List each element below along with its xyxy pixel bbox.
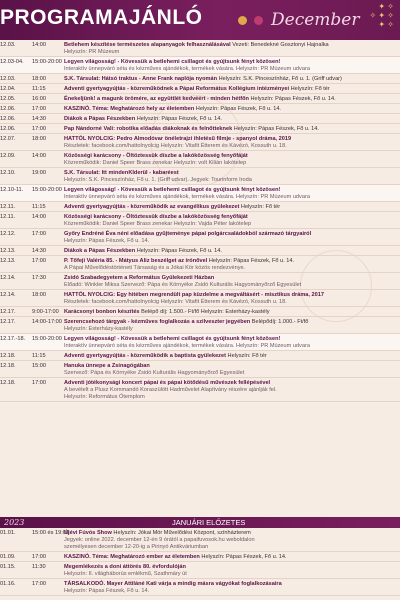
event-date: 12.14. [0,275,16,281]
event-date: 12.17.-18. [0,336,26,342]
event-title: Adventi gyertyagyújtás - közreműködnek a Pápai Református Kollégium intézményei [64,86,290,92]
event-content [64,86,396,93]
event-content [64,153,396,167]
event-extra: Helyszín: Jókai Mór Művelődési Központ, színházterem [111,530,251,536]
event-date: 12.06. [0,116,16,122]
event-date: 12.18. [0,363,16,369]
event-content [64,214,396,228]
event-detail: Helyszín: Református Ótemplom [64,393,145,400]
event-extra: Helyszín: Pápas Fészek, Fő u. 14. [199,554,287,560]
event-time: 15:00 és 19:00 [32,530,70,536]
event-detail: Jegyek: online 2022. december 12-én 9 órától a papaifuvosok.hu weboldalon [64,536,255,543]
event-headline [64,106,396,113]
event-content [64,292,396,306]
event-date: 01.15. [0,564,16,570]
event-row [0,351,400,361]
event-extra: Belépődíj: 1.000.- Ft/fő [250,319,309,325]
event-content [64,309,396,316]
ornament-ball-icon [254,16,263,25]
event-content [64,564,396,578]
event-headline [64,76,396,83]
event-headline [64,309,396,316]
event-headline [64,96,396,103]
event-title: TÁRSALKODÓ. Mayer Attiláné Kati várja a mindig másra vágyókat foglalkozásaira [64,581,282,587]
event-extra: Helyszín: S.K. Pinceszínház, Fő u. 1. (Griff udvar) [217,76,342,82]
event-title: Legyen világosság! - Kövessük a betlehemi csillagot és gyújtsunk fényt közösen! [64,336,281,342]
event-row [0,202,400,212]
event-headline [64,136,396,143]
event-detail: Helyszín: Pápas Fészek, Fő u. 14. [64,237,150,244]
event-extra: Helyszín: Fő tér [239,204,281,210]
event-content [64,126,396,133]
event-headline [64,336,396,343]
event-time: 14:00 [32,42,46,48]
event-content [64,59,396,73]
event-title: Közösségi karácsony - Öltöztessük díszbe a lakóközösség fenyőfáját [64,153,248,159]
event-time: 14:00-17:00 [32,319,62,325]
event-time: 14:00 [32,214,46,220]
event-title: Adventi gyertyagyújtás - közreműködik az evangélikus gyülekezet [64,204,240,210]
event-row [0,290,400,307]
event-title: Énekeljünk! a magunk örömére, az együttlét kedvéért - minden hétfőn [64,96,249,102]
event-row [0,307,400,317]
event-content [64,353,396,360]
event-row [0,74,400,84]
event-time: 11:30 [32,564,46,570]
event-extra: Helyszín: Pápas Fészek, Fő u. 14. [135,116,222,122]
ornament-ball-icon [238,16,247,25]
event-headline [64,153,396,160]
event-headline [64,275,396,282]
event-headline [64,581,396,588]
event-content [64,187,396,201]
event-extra: Helyszín: Pápas Fészek, Fő u. 14. [135,248,222,254]
event-headline [64,204,396,211]
event-detail: Helyszín: PR Múzeum [64,48,120,55]
event-date: 12.18. [0,380,16,386]
event-time: 17:00 [32,380,46,386]
event-extra: Helyszín: Pápas Fészek, Fő u. 14. [194,106,281,112]
event-date: 01.16. [0,581,16,587]
event-title: S.K. Társulat: Hátsó traktus - Anne Frank naplója nyomán [64,76,218,82]
event-row [0,168,400,185]
event-title: Adventi gyertyagyújtás - közreműködik a baptista gyülekezet [64,353,226,359]
event-time: 17:00 [32,106,46,112]
event-row [0,124,400,134]
event-row [0,317,400,334]
event-row [0,229,400,246]
event-row [0,246,400,256]
month-title: December [271,10,360,30]
event-detail: Interaktív ünnepváró séta és kézműves ajándékok, termékek vására. Helyszín: PR Múzeum udvara [64,342,310,349]
page-title: PROGRAMAJÁNLÓ [0,6,203,29]
january-preview-bar [0,517,400,528]
event-detail: Részletek: facebook.com/hattolnyolcig Helyszín: Vitafit Étterem és Kávézó, Kossuth u. 18. [64,142,287,149]
event-title: Karácsonyi bonbon készítés [64,309,140,315]
event-time: 15:00-20:00 [32,336,62,342]
event-time: 17:00 [32,126,46,132]
event-title: Megemlékezés a doni áttörés 80. évfordulóján [64,564,186,570]
event-date: 12.03. [0,42,16,48]
event-time: 17:00 [32,258,46,264]
event-headline [64,231,396,238]
event-content [64,554,396,561]
event-row [0,256,400,273]
event-title: Legyen világosság! - Kövessük a betlehemi csillagot és gyújtsunk fényt közösen! [64,59,281,65]
event-content [64,248,396,255]
event-time: 11:15 [32,204,46,210]
event-title: S.K. Társulat: Itt mindenKIderül - kabaréest [64,170,179,176]
event-extra: Helyszín: Pápas Fészek, Fő u. 14. [248,96,336,102]
event-content [64,116,396,123]
event-detail: Közreműködik: Daniel Speer Brass zenekar Helyszín: Vajda Péter lakótelep [64,220,252,227]
event-row [0,552,400,562]
event-title: KASZINÓ. Téma: Meghatározó ember az életemben [64,554,200,560]
event-title: Legyen világosság! - Kövessük a betlehemi csillagot és gyújtsunk fényt közösen! [64,187,281,193]
event-content [64,136,396,150]
event-content [64,336,396,350]
event-time: 14:00 [32,153,46,159]
event-content [64,380,396,400]
event-row [0,151,400,168]
event-date: 12.10-11. [0,187,24,193]
event-time: 11:15 [32,86,46,92]
event-date: 12.03. [0,76,16,82]
event-time: 17:00 [32,554,46,560]
event-extra: Belépő díj: 1.500.- Ft/fő Helyszín: Esterházy-kastély [139,309,270,315]
event-headline [64,42,396,49]
event-title: Zsidó Szabadegyetem a Református Gyülekezeti Házban [64,275,215,281]
event-headline [64,380,396,387]
event-row [0,94,400,104]
event-row [0,212,400,229]
event-time: 17:30 [32,275,46,281]
event-date: 12.14. [0,292,16,298]
event-detail: Részletek: facebook.com/hattolnyolcig Helyszín: Vitafit Étterem és Kávézó, Kossuth u. 18. [64,298,287,305]
event-date: 01.09. [0,554,16,560]
event-title: Adventi jótékonysági koncert pápai és pápai kötődésű művészek fellépésével [64,380,271,386]
event-time: 19:00 [32,170,46,176]
event-row [0,579,400,596]
event-extra: Vezeti: Benedekné Gosztonyi Hajnalka [230,42,329,48]
event-date: 12.11. [0,214,16,220]
event-detail: Előadó: Winkler Miksa Szervező: Pápa és Környéke Zsidó Kulturális Hagyományőrző Egyesület [64,281,302,288]
event-headline [64,292,396,299]
event-title: Betlehem készítése természetes alapanyagok felhasználásával [64,42,231,48]
event-time: 18:00 [32,136,46,142]
event-headline [64,258,396,265]
event-row [0,114,400,124]
event-row [0,361,400,378]
event-headline [64,353,396,360]
event-content [64,106,396,113]
event-time: 14:30 [32,116,46,122]
event-title: Diákok a Pápas Fészekben [64,248,136,254]
event-extra: Helyszín: Fő tér [225,353,267,359]
event-row [0,528,400,552]
event-date: 12.04. [0,86,16,92]
event-extra: Helyszín: Pápas Fészek, Fő u. 14. [207,258,295,264]
january-event-list [0,528,400,596]
event-content [64,363,396,377]
event-row [0,378,400,402]
event-title: Diákok a Pápas Fészekben [64,116,136,122]
event-row [0,84,400,94]
event-row [0,273,400,290]
event-title: Hanuka ünnepe a Zsinagógában [64,363,150,369]
event-time: 15:00-20:00 [32,187,62,193]
event-date: 12.06. [0,126,16,132]
event-time: 17:00 [32,581,46,587]
event-time: 9:00-17:00 [32,309,59,315]
event-row [0,57,400,74]
event-extra: Helyszín: Fő tér [289,86,330,92]
event-date: 01.01. [0,530,16,536]
event-content [64,319,396,333]
event-content [64,170,396,184]
event-title: KASZINÓ. Téma: Meghatározó hely az életemben [64,106,195,112]
event-title: Újévi Fúvós Show [64,530,112,536]
event-title: Közösségi karácsony - Öltöztessük díszbe a lakóközösség fenyőfáját [64,214,248,220]
event-headline [64,363,396,370]
event-row [0,334,400,351]
event-time: 14:30 [32,248,46,254]
event-content [64,581,396,595]
event-detail: Interaktív ünnepváró séta és kézműves ajándékok, termékek vására. Helyszín: PR Múzeum udvara [64,193,310,200]
december-event-list [0,40,400,402]
event-time: 16:00 [32,96,46,102]
event-time: 17:00 [32,231,46,237]
event-time: 18:00 [32,76,46,82]
event-content [64,530,396,550]
event-headline [64,59,396,66]
event-title: P. Tőfeji Valéria 85. - Mátyus Aliz beszélget az írónővel [64,258,208,264]
event-detail: Közreműködik: Daniel Speer Brass zenekar Helyszín: volt Kilián lakótelep [64,159,247,166]
event-headline [64,116,396,123]
event-date: 12.17. [0,319,16,325]
event-date: 12.17. [0,309,16,315]
event-row [0,134,400,151]
event-headline [64,126,396,133]
event-row [0,104,400,114]
event-time: 15:00 [32,363,46,369]
event-date: 12.13. [0,258,16,264]
event-date: 12.03-04. [0,59,24,65]
event-detail: A Pápai Művelődéstörténeti Társaság és a Jókai Kör közös rendezvénye. [64,264,246,271]
event-headline [64,170,396,177]
event-detail: Helyszín: II. világháborús emlékmű, Szathmáry út [64,570,187,577]
event-title: HATTÓL NYOLCIG: Egy hitében megrendült pap küzdelme a megváltásért - misztikus dráma, 2017 [64,292,324,298]
event-detail: Helyszín: S.K. Pinceszínház, Fő u. 1. (Griff udvar). Jegyek: Tourinform Iroda [64,176,252,183]
event-title: HATTÓL NYOLCIG: Pedro Almodóvar önéletrajzi ihletésű filmje - spanyol dráma, 2019 [64,136,292,142]
january-preview-title: JANUÁRI ELŐZETES [172,518,246,527]
event-detail: Helyszín: Pápas Fészek, Fő u. 14. [64,587,150,594]
event-headline [64,248,396,255]
event-headline [64,319,396,326]
event-row [0,562,400,579]
star-decoration-icon: ✦ ✧ ✧ ✦ ✧ ✦ ✧ [369,2,394,29]
event-date: 12.18. [0,353,16,359]
event-headline [64,564,396,571]
event-headline [64,214,396,221]
event-headline [64,187,396,194]
page-header [0,0,400,40]
event-time: 11:15 [32,353,46,359]
event-date: 12.06. [0,106,16,112]
event-title: Pap Nándorné Vali: robotika előadás diákoknak és felnőtteknek [64,126,233,132]
event-content [64,258,396,272]
event-content [64,96,396,103]
event-extra: Helyszín: Pápas Fészek, Fő u. 14. [232,126,319,132]
event-detail: személyesen december 12-20-ig a Pirinyó Antikváriumban [64,543,209,550]
event-time: 18:00 [32,292,46,298]
event-detail: Szervező: Pápa és Környéke Zsidó Kulturális Hagyományőrző Egyesület [64,369,245,376]
event-detail: Interaktív ünnepváró séta és kézműves ajándékok, termékek vására. Helyszín: PR Múzeum udvara [64,65,310,72]
event-headline [64,86,396,93]
event-content [64,204,396,211]
event-content [64,231,396,245]
event-content [64,76,396,83]
event-date: 12.09. [0,153,16,159]
january-year: 2023 [4,518,25,527]
event-time: 15:00-20:00 [32,59,62,65]
event-row [0,40,400,57]
event-title: Szerencsehozó tárgyak - kézműves foglalkozás a szilveszter jegyében [64,319,251,325]
event-content [64,275,396,289]
event-date: 12.05. [0,96,16,102]
event-date: 12.13. [0,248,16,254]
event-date: 12.11. [0,204,16,210]
event-date: 12.10. [0,170,16,176]
event-title: Győry Endréné Éva néni előadása gyűjteménye pápai polgárcsaládokból származó tárgyairól [64,231,312,237]
event-headline [64,530,396,537]
event-date: 12.12. [0,231,16,237]
event-headline [64,554,396,561]
event-row [0,185,400,202]
event-detail: Helyszín: Esterházy-kastély [64,325,133,332]
event-date: 12.07. [0,136,16,142]
event-detail: A bevételt a Plusz Kommandó Koraszülött Hadművelet Alapítvány részére ajánlják fel. [64,386,277,393]
event-content [64,42,396,56]
